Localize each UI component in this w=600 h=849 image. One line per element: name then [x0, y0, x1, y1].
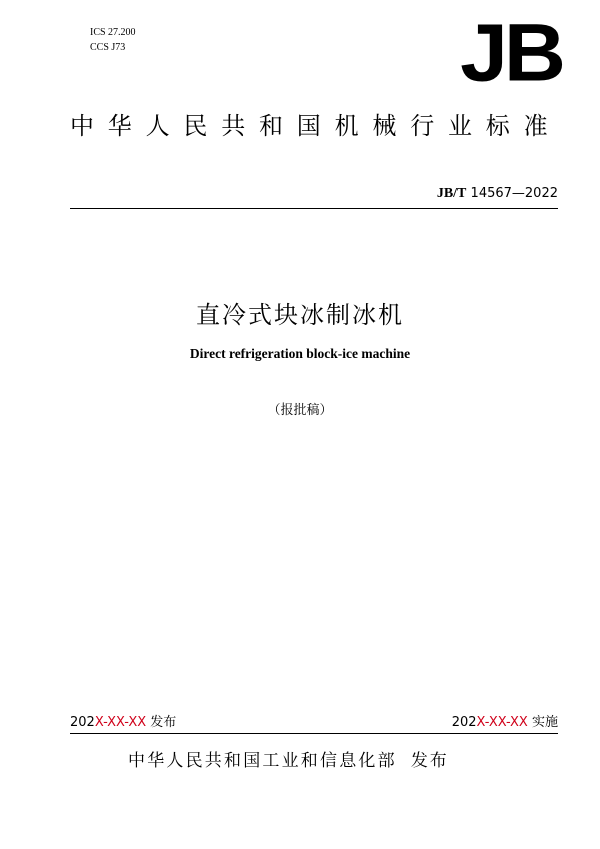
bottom-divider [70, 733, 558, 734]
jb-logo: JB [460, 7, 562, 99]
publication-label: 发布 [150, 715, 177, 730]
organization-title: 中华人民共和国机械行业标准 [70, 112, 562, 140]
implementation-year: 202 [451, 715, 477, 730]
publication-year: 202 [70, 715, 95, 730]
standard-number [437, 186, 558, 202]
issuer-name: 中华人民共和国工业和信息化部 [128, 751, 397, 771]
standard-number-value: 14567—2022 [470, 186, 558, 201]
implementation-date-placeholder: X-XX-XX [476, 715, 528, 730]
publication-date [70, 715, 176, 731]
standard-prefix: JB/T [436, 186, 467, 201]
document-title-en: Direct refrigeration block-ice machine [189, 346, 411, 361]
issuing-authority [128, 750, 449, 772]
document-title-cn: 直冷式块冰制冰机 [196, 301, 404, 329]
top-divider [70, 208, 558, 209]
issuer-action: 发布 [410, 751, 449, 771]
ccs-code: CCS J73 [90, 42, 126, 53]
implementation-date [452, 715, 558, 731]
ics-code: ICS 27.200 [90, 27, 136, 38]
draft-status: （报批稿） [267, 403, 333, 418]
publication-date-placeholder: X-XX-XX [94, 715, 147, 730]
implementation-label: 实施 [531, 715, 558, 730]
